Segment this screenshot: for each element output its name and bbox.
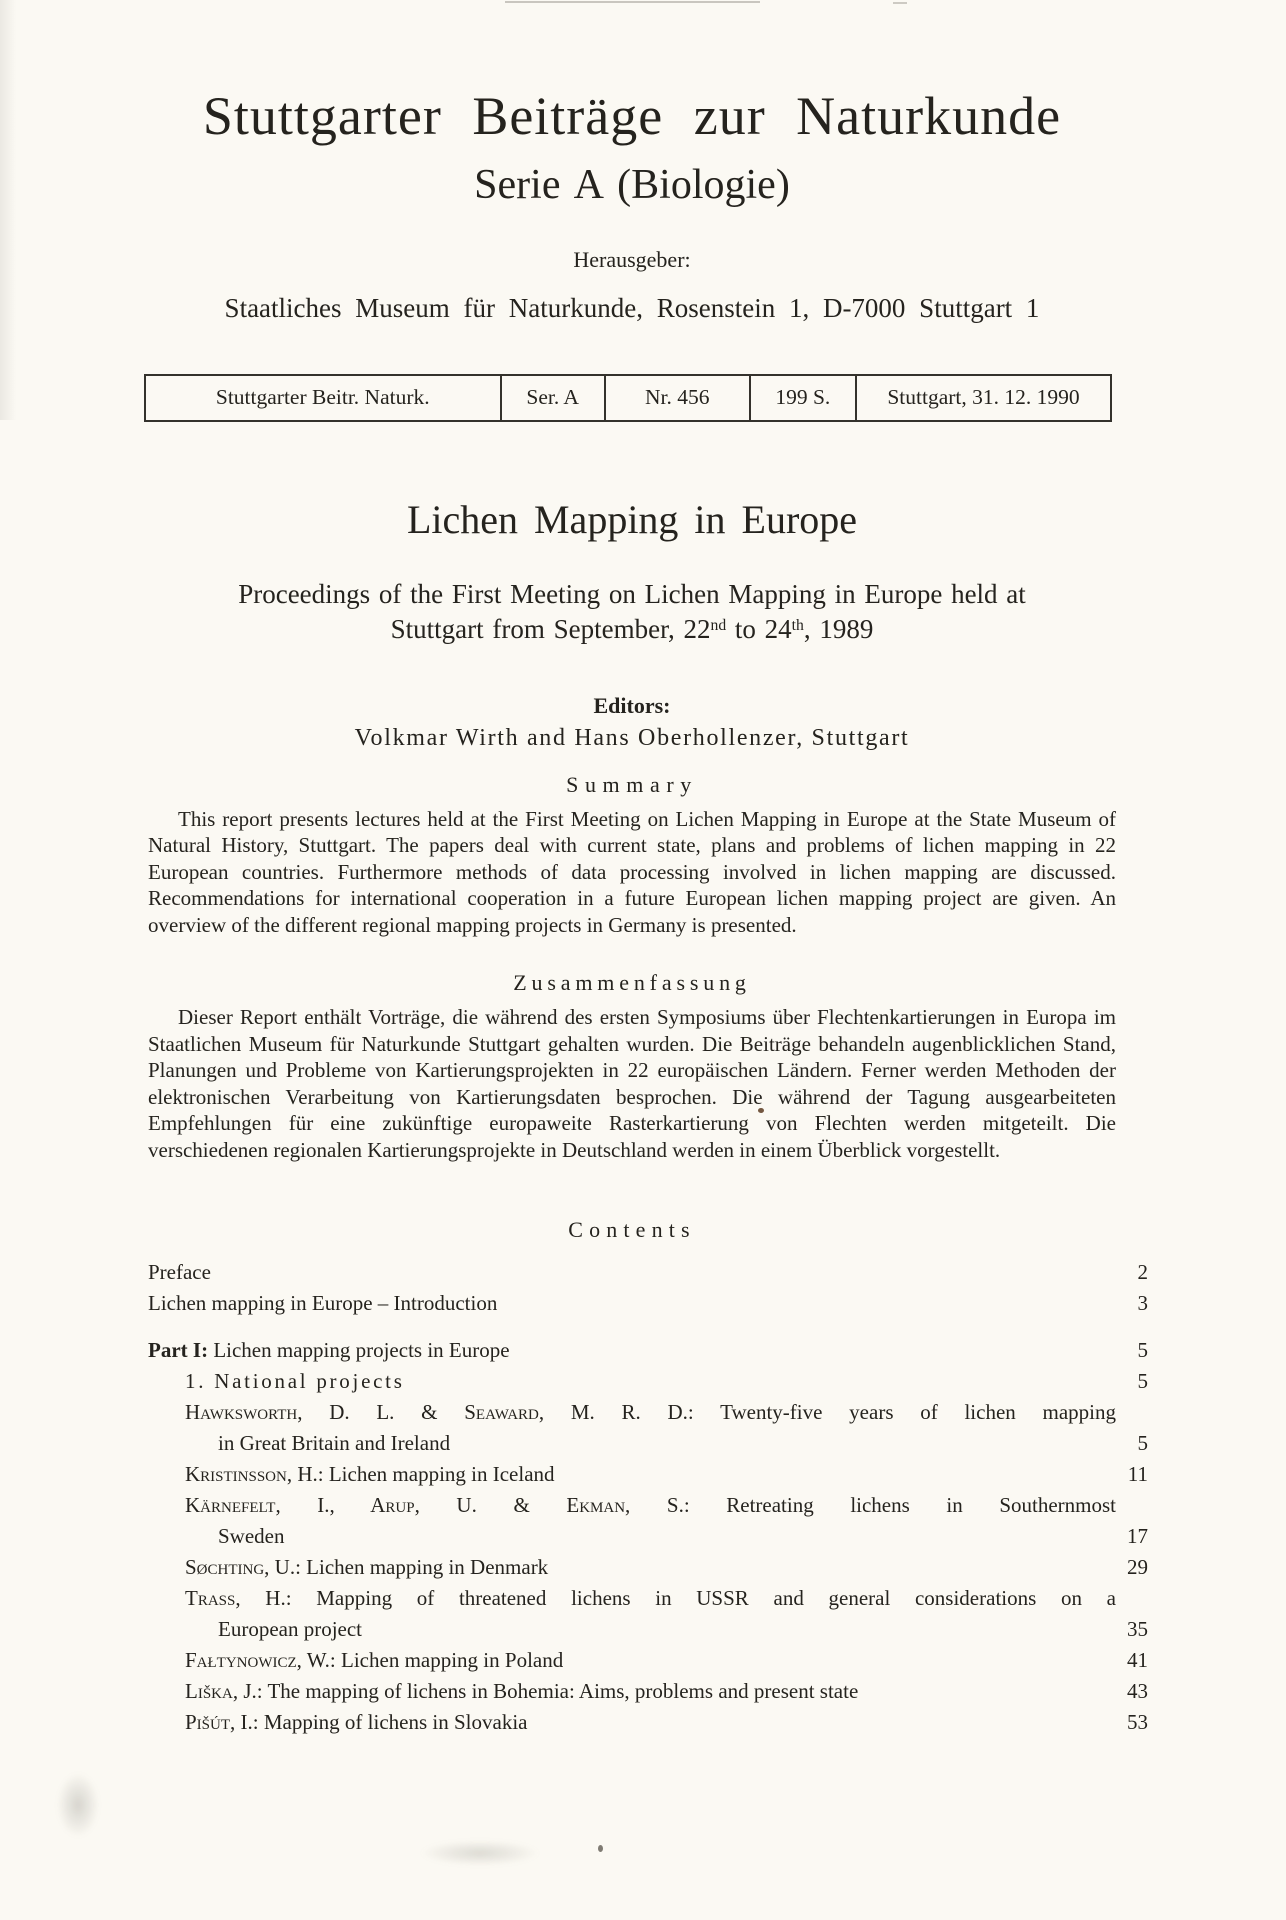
dot-leader: [405, 1366, 1094, 1397]
dot-leader: [563, 1645, 1094, 1676]
toc-spacer: [148, 1319, 1148, 1335]
citation-cell-journal: Stuttgarter Beitr. Naturk.: [145, 375, 501, 421]
toc-entry-introduction: Lichen mapping in Europe – Introduction 3: [148, 1288, 1148, 1319]
dot-leader: [497, 1288, 1094, 1319]
dot-leader: [858, 1676, 1094, 1707]
report-subtitle: [148, 577, 1116, 651]
editors-heading: Editors:: [593, 692, 671, 718]
citation-cell-number: Nr. 456: [605, 375, 750, 421]
summary-heading: Summary: [566, 771, 698, 797]
subtitle-line1: Proceedings of the First Meeting on Lichen Mapping in Europe held at: [238, 578, 1026, 609]
report-title: Lichen Mapping in Europe: [406, 496, 858, 542]
scan-artifact-speck: [598, 1845, 603, 1852]
publisher-line: Staatliches Museum für Naturkunde, Rosenstein 1, D-7000 Stuttgart 1: [224, 292, 1040, 323]
toc-entry-liska: Liška, J.: The mapping of lichens in Bohemia: Aims, problems and present state 43: [148, 1676, 1148, 1707]
toc-entry-part1: Part I: Lichen mapping projects in Europe 5: [148, 1335, 1148, 1366]
author-names: Trass, H.:: [185, 1586, 292, 1611]
journal-title: Stuttgarter Beiträge zur Naturkunde: [202, 86, 1062, 146]
dot-leader: [510, 1335, 1094, 1366]
page-number: 35: [1127, 1617, 1148, 1642]
page-number: 53: [1127, 1710, 1148, 1735]
ordinal-superscript: th: [791, 616, 804, 634]
publisher-label: Herausgeber:: [573, 246, 691, 272]
dot-leader: [211, 1257, 1094, 1288]
citation-cell-series: Ser. A: [501, 375, 605, 421]
toc-entry-karnefelt: Kärnefelt, I., Arup, U. & Ekman, S.: Retreating lichens in Southernmost Sweden 17: [148, 1490, 1148, 1552]
page-number: 2: [1137, 1260, 1148, 1285]
author-names: Kristinsson, H.:: [185, 1462, 324, 1487]
dot-leader: [548, 1552, 1094, 1583]
toc-entry-kristinsson: Kristinsson, H.: Lichen mapping in Iceland 11: [148, 1459, 1148, 1490]
dot-leader: [527, 1707, 1094, 1738]
author-names: Pišút, I.:: [185, 1710, 259, 1735]
toc-entry-trass: Trass, H.: Mapping of threatened lichens in USSR and general considerations on a European project 35: [148, 1583, 1148, 1645]
dot-leader: [450, 1428, 1094, 1459]
page-number: 3: [1137, 1291, 1148, 1316]
series-title: Serie A (Biologie): [474, 161, 790, 208]
dot-leader: [285, 1521, 1095, 1552]
ordinal-superscript: nd: [710, 616, 727, 634]
toc-entry-sochting: Søchting, U.: Lichen mapping in Denmark 29: [148, 1552, 1148, 1583]
toc-entry-faltynowicz: Fałtynowicz, W.: Lichen mapping in Poland 41: [148, 1645, 1148, 1676]
table-of-contents: [148, 1257, 1148, 1738]
contents-heading: Contents: [568, 1217, 696, 1243]
part-label: Part I:: [148, 1338, 209, 1363]
author-names: Kärnefelt, I., Arup, U. & Ekman, S.:: [185, 1493, 690, 1518]
page-number: 5: [1137, 1369, 1148, 1394]
page-number: 43: [1127, 1679, 1148, 1704]
toc-entry-hawksworth: Hawksworth, D. L. & Seaward, M. R. D.: Twenty-five years of lichen mapping in Great Britain and Ireland 5: [148, 1397, 1148, 1459]
author-names: Liška, J.:: [185, 1679, 263, 1704]
page-number: 11: [1127, 1462, 1148, 1487]
toc-entry-pisut: Pišút, I.: Mapping of lichens in Slovakia 53: [148, 1707, 1148, 1738]
author-names: Søchting, U.:: [185, 1555, 301, 1580]
page-number: 17: [1127, 1524, 1148, 1549]
author-names: Hawksworth, D. L. & Seaward, M. R. D.:: [185, 1400, 694, 1425]
page-number: 29: [1127, 1555, 1148, 1580]
editors-names: Volkmar Wirth and Hans Oberhollenzer, Stuttgart: [354, 724, 910, 751]
citation-cell-pages: 199 S.: [750, 375, 856, 421]
scan-edge-shadow: [0, 0, 16, 420]
scan-artifact-smudge: [55, 1770, 101, 1840]
dot-leader: [362, 1614, 1094, 1645]
citation-table: [144, 374, 1112, 422]
summary-text: This report presents lectures held at the First Meeting on Lichen Mapping in Europe at the State Museum of Natural History, Stuttgart. The papers deal with current state, plans and problems of lichen mapping in 22 European countries. Furthermore methods of data processing involved in lichen mapping are discussed. Recommendations for international cooperation in a future European lichen mapping project are given. An overview of the different regional mapping projects in Germany is presented.: [148, 806, 1116, 937]
dot-leader: [555, 1459, 1094, 1490]
zusammenfassung-text: Dieser Report enthält Vorträge, die während des ersten Symposiums über Flechtenkartierungen in Europa im Staatlichen Museum für Naturkunde Stuttgart gehalten wurden. Die Beiträge behandeln augenblicklichen Stand, Planungen und Probleme von Kartierungsprojekten in 22 europäischen Ländern. Ferner werden Methoden der elektronischen Verarbeitung von Kartierungsdaten besprochen. Die während der Tagung ausgearbeiteten Empfehlungen für eine zukünftige europaweite Rasterkartierung von Flechten werden mitgeteilt. Die verschiedenen regionalen Kartierungsprojekte in Deutschland werden in einem Überblick vorgestellt.: [148, 1005, 1116, 1162]
toc-entry-preface: Preface 2: [148, 1257, 1148, 1288]
toc-entry-national-projects: 1. National projects 5: [148, 1366, 1148, 1397]
document-page: [148, 0, 1148, 1738]
citation-cell-date: Stuttgart, 31. 12. 1990: [856, 375, 1111, 421]
subtitle-line2: Stuttgart from September, 22nd to 24th, 1989: [390, 613, 874, 644]
scan-artifact-smudge: [420, 1840, 540, 1866]
author-names: Fałtynowicz, W.:: [185, 1648, 336, 1673]
page-number: 5: [1137, 1431, 1148, 1456]
page-number: 41: [1127, 1648, 1148, 1673]
page-number: 5: [1137, 1338, 1148, 1363]
zusammenfassung-heading: Zusammenfassung: [513, 970, 751, 996]
